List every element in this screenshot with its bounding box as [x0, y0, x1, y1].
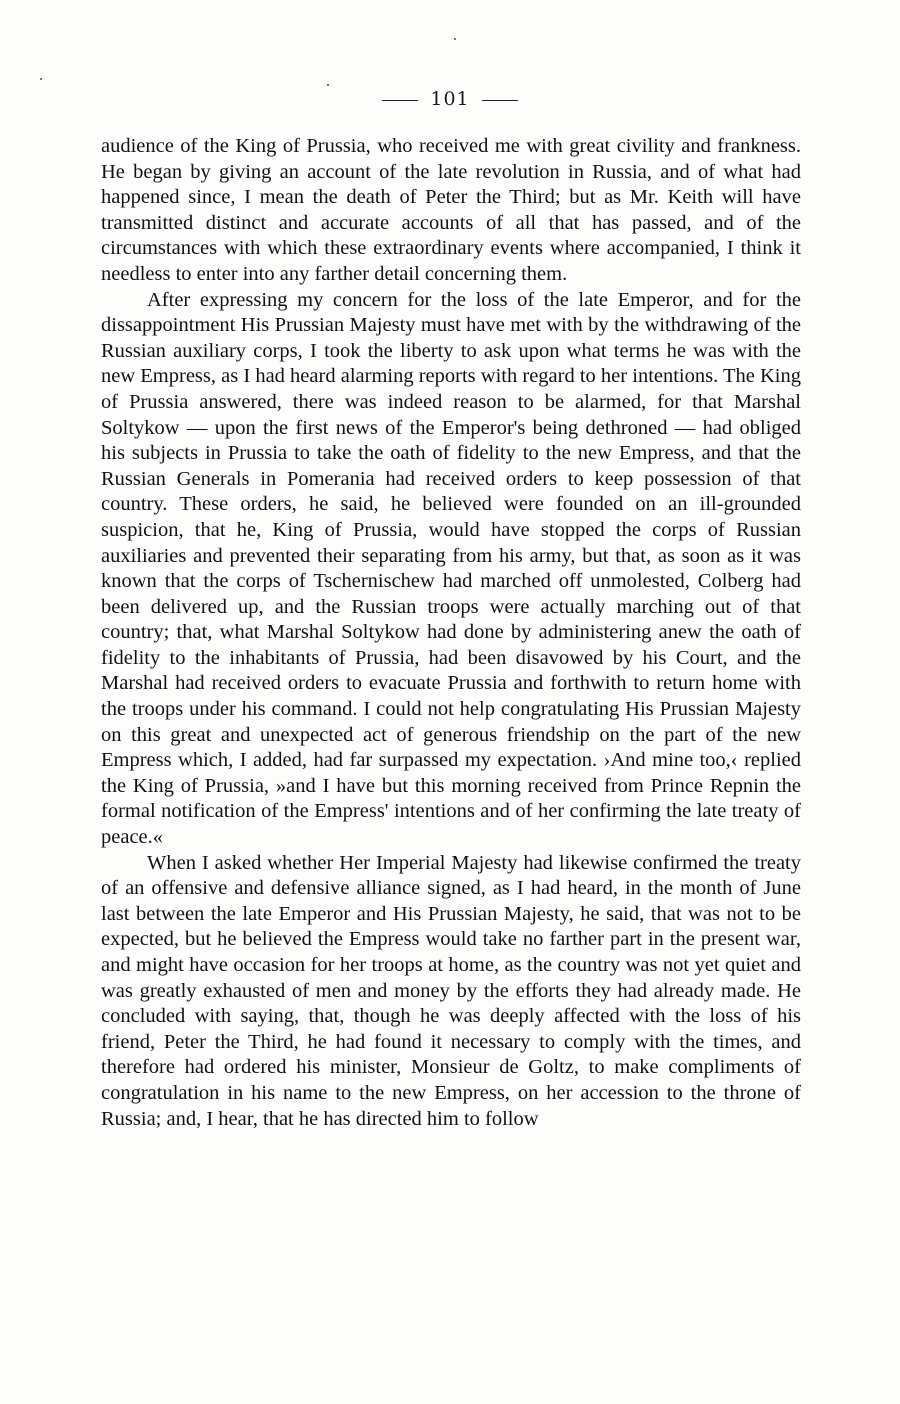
- print-speck: [40, 78, 42, 80]
- print-speck: [327, 84, 329, 86]
- header-rule-right: [482, 100, 518, 101]
- paragraph-2: After expressing my concern for the loss of the late Emperor, and for the dissappointment His Prussian Majesty must have met with by the withdrawing of the Russian auxiliary corps, I took the liberty to ask upon what terms he was with the new Empress, as I had heard alarming reports with regard to her intentions. The King of Prussia answered, there was indeed reason to be alarmed, for that Marshal Soltykow — upon the first news of the Emperor's being dethroned — had obliged his subjects in Prussia to take the oath of fidelity to the new Empress, and that the Russian Generals in Pomerania had received orders to keep possession of that country. These orders, he said, he believed were founded on an ill-grounded suspicion, that he, King of Prussia, would have stopped the corps of Russian auxiliaries and prevented their separating from his army, but that, as soon as it was known that the corps of Tschernischew had marched off unmolested, Colberg had been delivered up, and the Russian troops were actually marching out of that country; that, what Marshal Soltykow had done by administering anew the oath of fidelity to the inhabitants of Prussia, had been disavowed by his Court, and the Marshal had received orders to evacuate Prussia and forthwith to return home with the troops under his command. I could not help congratulating His Prussian Majesty on this great and unexpected act of generous friendship on the part of the new Empress which, I added, had far surpassed my expectation. ›And mine too,‹ replied the King of Prussia, »and I have but this morning received from Prince Repnin the formal notification of the Empress' intentions and of her confirming the late treaty of peace.«: [101, 288, 801, 849]
- page-header: [0, 88, 900, 110]
- print-speck: [454, 38, 456, 40]
- paragraph-3: When I asked whether Her Imperial Majesty had likewise confirmed the treaty of an offensive and defensive alliance signed, as I had heard, in the month of June last between the late Emperor and His Prussian Majesty, he said, that was not to be expected, but he believed the Empress would take no farther part in the present war, and might have occasion for her troops at home, as the country was not yet quiet and was greatly exhausted of men and money by the efforts they had already made. He concluded with saying, that, though he was deeply affected with the loss of his friend, Peter the Third, he had found it necessary to comply with the times, and therefore had ordered his minister, Monsieur de Goltz, to make compliments of congratulation in his name to the new Empress, on her accession to the throne of Russia; and, I hear, that he has directed him to follow: [101, 851, 801, 1130]
- header-rule-left: [382, 100, 418, 101]
- body-text: [101, 134, 801, 1132]
- paragraph-1: audience of the King of Prussia, who received me with great civility and frankness. He began by giving an account of the late revolution in Russia, and of what had happened since, I mean the death of Peter the Third; but as Mr. Keith will have transmitted distinct and accurate accounts of all that has passed, and of the circumstances with which these extraordinary events where accompanied, I think it needless to enter into any farther detail concerning them.: [101, 135, 801, 285]
- page-number: 101: [430, 88, 470, 110]
